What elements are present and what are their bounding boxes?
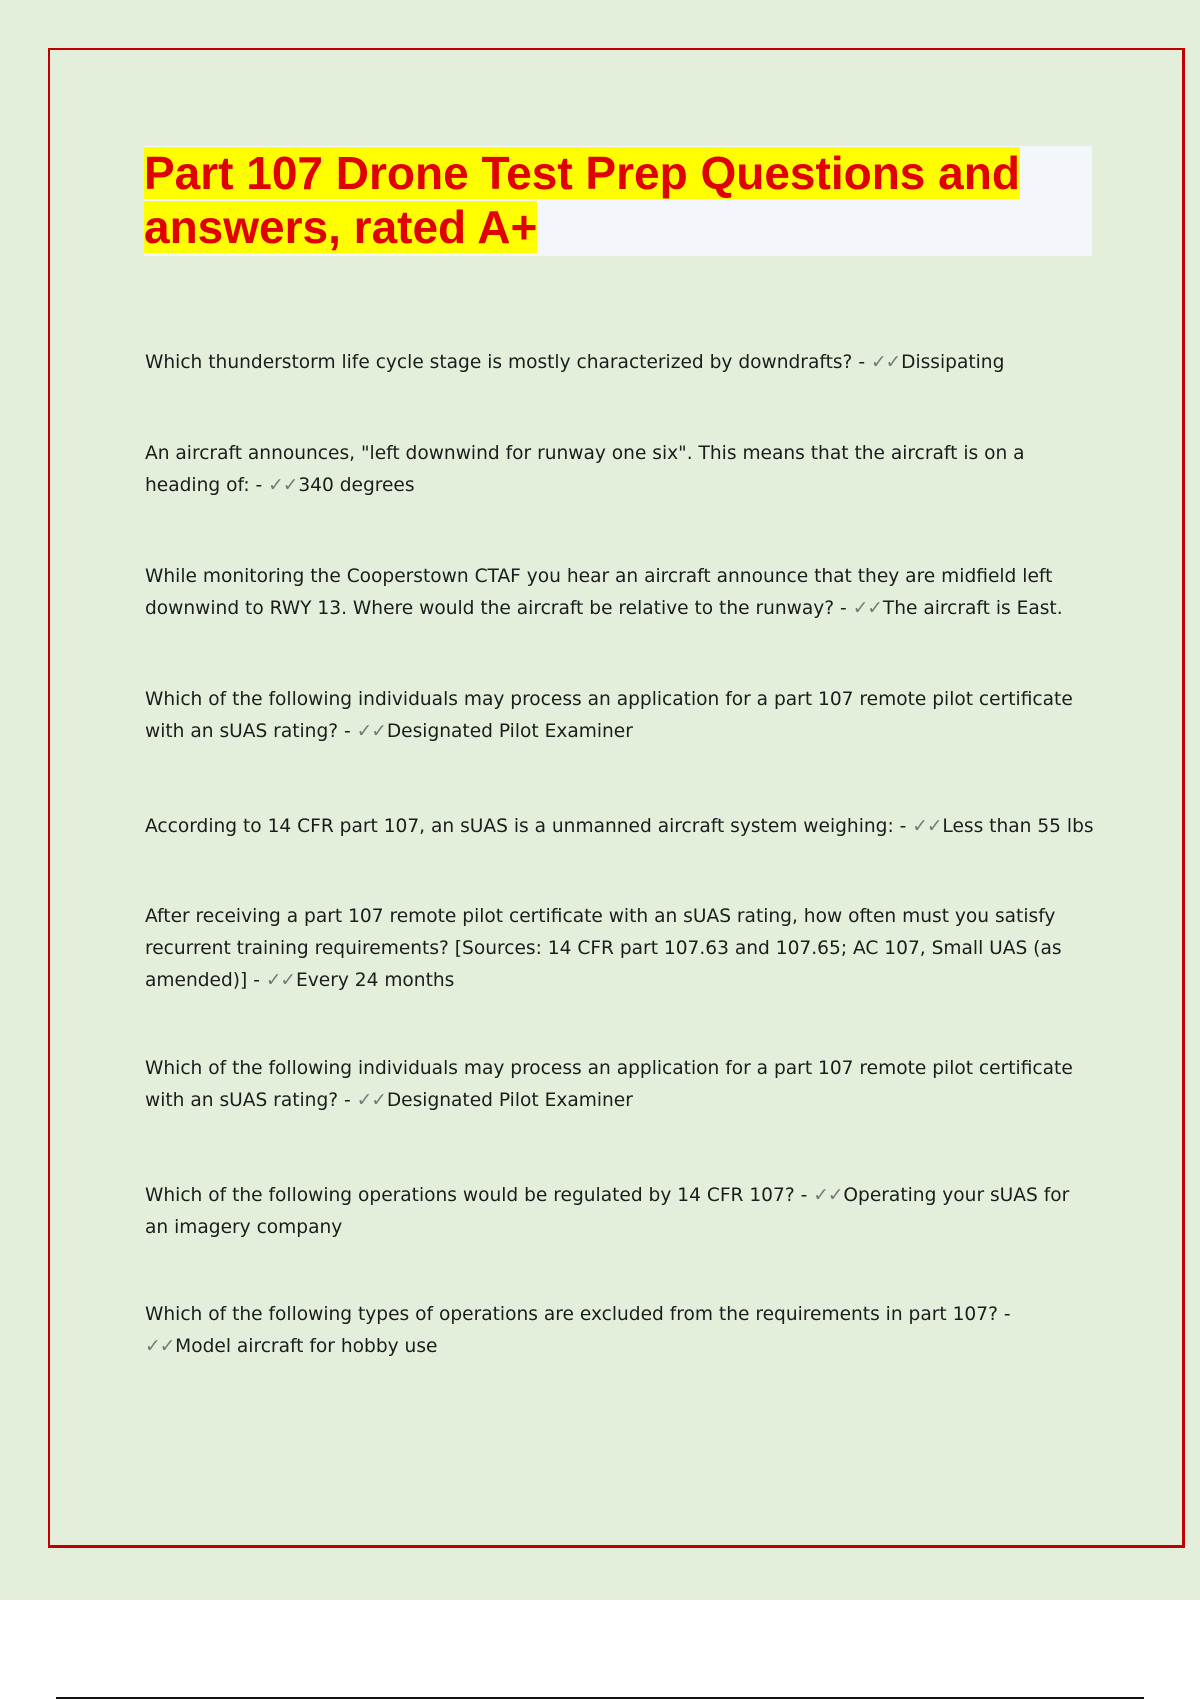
- qa-item-7: [145, 1053, 1095, 1117]
- qa-item-5: [145, 811, 1095, 843]
- answer-text: Model aircraft for hobby use: [175, 1336, 438, 1357]
- answer-text: Operating your sUAS for an imagery company: [145, 1185, 1070, 1238]
- question-text: Which of the following individuals may process an application for a part 107 remote pilot certificate with an sUAS rating? -: [145, 689, 1073, 742]
- double-check-icon: ✓✓: [912, 816, 942, 837]
- qa-item-9: [145, 1299, 1095, 1363]
- answer-text: Every 24 months: [296, 970, 455, 991]
- question-text: Which of the following individuals may process an application for a part 107 remote pilot certificate with an sUAS rating? -: [145, 1058, 1073, 1111]
- double-check-icon: ✓✓: [268, 475, 298, 496]
- question-text: After receiving a part 107 remote pilot certificate with an sUAS rating, how often must you satisfy recurrent training requirements? [Sources: 14 CFR part 107.63 and 107.65; AC 107, Small UAS (as amended)] -: [145, 906, 1062, 991]
- answer-text: Less than 55 lbs: [942, 816, 1094, 837]
- qa-item-2: [145, 438, 1095, 502]
- double-check-icon: ✓✓: [870, 352, 901, 373]
- qa-item-4: [145, 684, 1095, 748]
- question-text: An aircraft announces, "left downwind for runway one six". This means that the aircraft is on a heading of: -: [145, 443, 1025, 496]
- answer-text: Designated Pilot Examiner: [386, 721, 633, 742]
- qa-item-1: [145, 347, 1095, 379]
- double-check-icon: ✓✓: [356, 721, 386, 742]
- question-text: According to 14 CFR part 107, an sUAS is a unmanned aircraft system weighing: -: [145, 816, 913, 837]
- footer-divider: [56, 1697, 1144, 1699]
- qa-item-3: [145, 561, 1095, 625]
- double-check-icon: ✓✓: [145, 1336, 175, 1357]
- answer-text: The aircraft is East.: [882, 598, 1063, 619]
- question-text: Which of the following types of operations are excluded from the requirements in part 107? -: [145, 1304, 1011, 1325]
- answer-text: Designated Pilot Examiner: [386, 1090, 633, 1111]
- question-text: Which of the following operations would be regulated by 14 CFR 107? -: [145, 1185, 814, 1206]
- question-text: While monitoring the Cooperstown CTAF you hear an aircraft announce that they are midfield left downwind to RWY 13. Where would the aircraft be relative to the runway? -: [145, 566, 1053, 619]
- qa-item-8: [145, 1180, 1095, 1244]
- answer-text: Dissipating: [901, 352, 1005, 373]
- answer-text: 340 degrees: [298, 475, 415, 496]
- double-check-icon: ✓✓: [265, 970, 295, 991]
- double-check-icon: ✓✓: [852, 598, 882, 619]
- question-text: Which thunderstorm life cycle stage is mostly characterized by downdrafts? -: [145, 352, 871, 373]
- document-title: [144, 146, 1092, 254]
- double-check-icon: ✓✓: [356, 1090, 386, 1111]
- title-block: [144, 146, 1092, 256]
- double-check-icon: ✓✓: [813, 1185, 843, 1206]
- document-title-text: Part 107 Drone Test Prep Questions and answers, rated A+: [144, 147, 1020, 253]
- qa-item-6: [145, 901, 1095, 997]
